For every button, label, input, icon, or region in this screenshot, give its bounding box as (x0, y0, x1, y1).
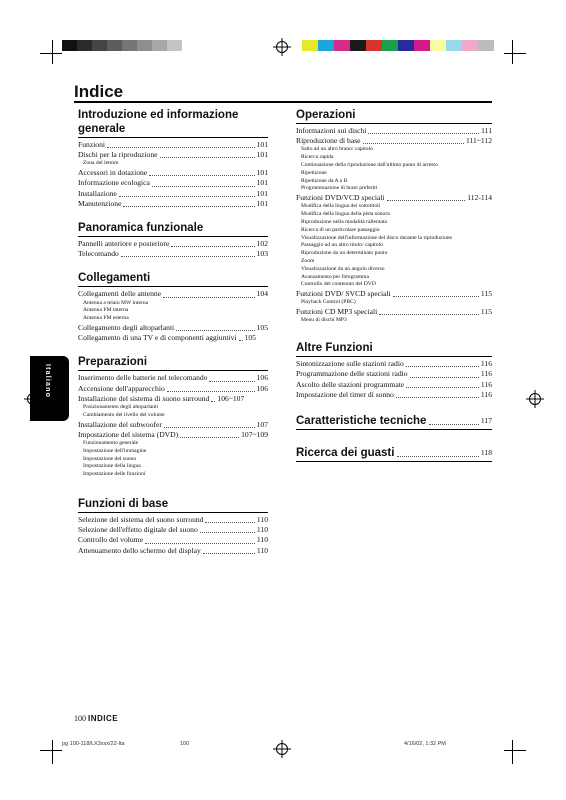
toc-entry[interactable] (296, 390, 492, 400)
toc-entry-page: 112-114 (467, 193, 492, 203)
toc-entry-title: Installazione del sistema di suono surround (78, 393, 210, 403)
section-heading: Collegamenti (78, 271, 268, 287)
toc-entry[interactable] (296, 380, 492, 390)
color-calibration-bar (302, 40, 494, 51)
toc-entry[interactable] (296, 136, 492, 146)
dot-leader (163, 297, 255, 298)
crop-mark (504, 53, 526, 54)
toc-entry-page: 107~109 (241, 429, 268, 439)
toc-entry[interactable] (78, 546, 268, 556)
toc-subentry[interactable]: Avanzamento per fotogramma (301, 273, 369, 280)
calibration-swatch (302, 40, 318, 51)
toc-entry[interactable] (296, 193, 492, 203)
toc-entry-title: Installazione (78, 188, 117, 198)
dot-leader (171, 246, 254, 247)
toc-entry[interactable] (78, 384, 268, 394)
language-tab (30, 356, 69, 421)
dot-leader (160, 157, 255, 158)
calibration-swatch (77, 40, 92, 51)
toc-entry-page: 118 (480, 447, 492, 457)
toc-entry-page: 116 (480, 359, 492, 369)
toc-entry-page: 115 (480, 307, 492, 317)
toc-entry[interactable] (296, 359, 492, 369)
dot-leader (180, 437, 239, 438)
toc-entry-title: Riproduzione di base (296, 136, 361, 146)
toc-entry[interactable] (78, 515, 268, 525)
crop-mark (512, 740, 513, 764)
toc-entry[interactable] (78, 333, 268, 343)
calibration-swatch (152, 40, 167, 51)
toc-entry-title: Informazioni sui dischi (296, 126, 367, 135)
toc-entry-page: 116 (480, 369, 492, 379)
toc-subentry[interactable]: Controllo del contenuto del DVD (301, 281, 376, 288)
toc-entry-title: Funzioni DVD/ SVCD speciali (296, 289, 391, 299)
toc-entry-title: Selezione dell'effetto digitale del suono (78, 525, 198, 535)
calibration-swatch (167, 40, 182, 51)
toc-entry-title: Dischi per la riproduzione (78, 150, 158, 160)
toc-entry-page: 104 (256, 289, 268, 299)
toc-entry-title: Sintonizzazione sulle stazioni radio (296, 359, 404, 369)
toc-entry-title: Accessori in dotazione (78, 168, 148, 178)
section-heading: Funzioni di base (78, 497, 268, 513)
toc-entry-page: 111 (481, 126, 492, 135)
toc-subentry[interactable]: Impostazione delle funzioni (83, 471, 146, 478)
section-heading: Altre Funzioni (296, 341, 492, 357)
dot-leader (205, 522, 254, 523)
toc-entry-title: Funzioni (78, 140, 106, 149)
section-heading-line: generale (78, 123, 126, 135)
toc-subentry[interactable]: Antenna FM esterna (83, 315, 129, 322)
toc-entry[interactable] (78, 199, 268, 209)
section-heading: Panoramica funzionale (78, 221, 268, 237)
toc-entry-page: 110 (256, 525, 268, 535)
section-heading: Operazioni (296, 108, 492, 124)
toc-subentry[interactable]: Funzionamento generale (83, 440, 139, 447)
calibration-swatch (334, 40, 350, 51)
registration-mark-icon (526, 390, 544, 408)
toc-entry-page: 116 (480, 379, 492, 389)
toc-entry-page: 105 (256, 323, 268, 333)
crop-mark (504, 750, 526, 751)
toc-subentry[interactable]: Impostazione della lingua (83, 463, 141, 470)
toc-entry-title: Funzioni CD MP3 speciali (296, 307, 378, 317)
toc-entry-page: 101 (256, 140, 268, 149)
toc-subentry[interactable]: Riproduzione da un determinato punto (301, 250, 388, 257)
calibration-swatch (92, 40, 107, 51)
toc-subentry[interactable]: Passaggio ad un altro titolo/ capitolo (301, 242, 383, 249)
slug-page: 100 (180, 741, 190, 747)
toc-entry-title: Accensione dell'apparecchio (78, 383, 165, 393)
calibration-swatch (414, 40, 430, 51)
toc-entry-title: Attenuamento dello schermo del display (78, 545, 201, 555)
dot-leader (396, 397, 479, 398)
toc-entry-title: Pannelli anteriore e posteriore (78, 239, 170, 249)
toc-section-entry[interactable] (296, 414, 492, 430)
dot-leader (167, 391, 255, 392)
calibration-swatch (350, 40, 366, 51)
dot-leader (410, 377, 479, 378)
toc-entry-page: 106 (256, 373, 268, 383)
title-rule (74, 101, 492, 103)
dot-leader (123, 206, 254, 207)
dot-leader (209, 381, 254, 382)
toc-entry[interactable] (78, 289, 268, 299)
toc-entry-page: 115 (480, 289, 492, 299)
dot-leader (406, 387, 479, 388)
grayscale-calibration-bar (62, 40, 182, 51)
toc-left-column (78, 108, 268, 556)
toc-entry[interactable] (78, 525, 268, 535)
calibration-swatch (478, 40, 494, 51)
page-footer (74, 714, 118, 723)
toc-subentry[interactable]: Posizionamento degli altoparlanti (83, 404, 159, 411)
toc-entry-title: Collegamento degli altoparlanti (78, 323, 175, 333)
toc-subentry[interactable]: Riproduzione nella modalità rallentata (301, 218, 387, 225)
toc-entry-title: Collegamento di una TV e di componenti aggiuntivi (78, 333, 237, 343)
footer-section-label: INDICE (88, 714, 119, 723)
calibration-swatch (398, 40, 414, 51)
toc-subentry[interactable]: Antenna a telaio MW interna (83, 299, 149, 306)
toc-entry-title: Ascolto delle stazioni programmate (296, 379, 405, 389)
toc-entry[interactable] (296, 369, 492, 379)
toc-subentry[interactable]: Antenna FM interna (83, 307, 129, 314)
toc-entry-title: Impostazione del timer di sonno (296, 389, 394, 399)
toc-entry-title: Installazione del subwoofer (78, 419, 162, 429)
toc-entry-title: Collegamenti delle antenne (78, 289, 162, 299)
calibration-swatch (122, 40, 137, 51)
dot-leader (149, 175, 254, 176)
section-heading-line: Introduzione ed informazione (78, 109, 239, 121)
registration-mark-icon (273, 740, 291, 758)
calibration-swatch (318, 40, 334, 51)
toc-subentry[interactable]: Ripetizione (301, 169, 327, 176)
calibration-swatch (430, 40, 446, 51)
toc-subentry[interactable]: Zona del lettore (83, 160, 119, 167)
crop-mark (52, 740, 53, 764)
dot-leader (145, 543, 255, 544)
crop-mark (52, 40, 53, 64)
toc-entry-page: 111~112 (465, 136, 492, 146)
toc-subentry[interactable]: Ricerca rapida (301, 154, 334, 161)
toc-entry-page: 107 (256, 419, 268, 429)
calibration-swatch (366, 40, 382, 51)
dot-leader (397, 456, 478, 457)
toc-subentry[interactable]: Visualizzazione da un angolo diverso (301, 265, 385, 272)
calibration-swatch (462, 40, 478, 51)
toc-subentry[interactable]: Modifica della lingua dei sottotitoli (301, 203, 381, 210)
toc-entry[interactable] (78, 373, 268, 383)
dot-leader (121, 256, 255, 257)
toc-entry-page: 110 (256, 535, 268, 545)
toc-entry[interactable] (296, 307, 492, 317)
toc-entry-title: Programmazione delle stazioni radio (296, 369, 408, 379)
toc-entry[interactable] (296, 126, 492, 136)
toc-entry-page: 116 (480, 389, 492, 399)
calibration-swatch (107, 40, 122, 51)
section-heading: Ricerca dei guasti (296, 446, 395, 459)
toc-entry-page: 101 (256, 150, 268, 160)
language-tab-label: Italiano (44, 364, 51, 399)
toc-entry-page: 103 (256, 249, 268, 259)
toc-subentry[interactable]: Modifica della lingua della pista sonora (301, 211, 390, 218)
registration-mark-icon (273, 38, 291, 56)
crop-mark (40, 53, 62, 54)
section-heading: Preparazioni (78, 355, 268, 371)
toc-entry[interactable] (78, 178, 268, 188)
toc-subentry[interactable]: Ricerca di un particolare passaggio (301, 226, 380, 233)
toc-entry[interactable] (78, 140, 268, 150)
toc-entry-title: Informazione ecologica (78, 178, 150, 188)
toc-entry-title: Selezione del sistema del suono surround (78, 515, 204, 525)
toc-entry[interactable] (296, 289, 492, 299)
page-title: Indice (74, 82, 124, 101)
toc-entry[interactable] (78, 394, 268, 404)
crop-mark (512, 40, 513, 64)
dot-leader (119, 196, 255, 197)
toc-entry-page: 106 (256, 383, 268, 393)
toc-right-column (296, 108, 492, 462)
toc-entry[interactable] (78, 168, 268, 178)
toc-subentry[interactable]: Programmazione di brani preferiti (301, 185, 378, 192)
dot-leader (164, 427, 255, 428)
toc-entry-page: 101 (256, 198, 268, 208)
dot-leader (152, 186, 255, 187)
toc-entry-page: 106~107 (217, 393, 245, 403)
toc-entry-page: 101 (256, 168, 268, 178)
dot-leader (211, 401, 215, 402)
toc-subentry[interactable]: Continuazione della riproduzione dall'ultimo punto di arresto (301, 162, 438, 168)
dot-leader (200, 532, 255, 533)
calibration-swatch (137, 40, 152, 51)
toc-entry[interactable] (78, 430, 268, 440)
footer-page-number: 100 (74, 714, 86, 723)
toc-entry[interactable] (78, 150, 268, 160)
toc-entry[interactable] (78, 249, 268, 259)
section-heading (78, 108, 268, 138)
toc-entry-page: 102 (256, 239, 268, 249)
toc-subentry[interactable]: Visualizzazione dell'informazione del disco durante la riproduzione (301, 234, 453, 241)
dot-leader (176, 330, 254, 331)
dot-leader (239, 340, 243, 341)
toc-entry-title: Inserimento delle batterie nel telecomando (78, 373, 208, 383)
dot-leader (387, 200, 466, 201)
toc-subentry[interactable]: Menu di dischi MP3 (301, 317, 347, 324)
toc-subentry[interactable]: Impostazione dell'immagine (83, 447, 147, 454)
toc-subentry[interactable]: Zoom (301, 257, 315, 264)
toc-entry[interactable] (78, 239, 268, 249)
dot-leader (379, 314, 479, 315)
dot-leader (203, 553, 255, 554)
dot-leader (406, 366, 479, 367)
toc-entry-title: Impostazione del sistema (DVD) (78, 429, 179, 439)
dot-leader (363, 143, 464, 144)
toc-entry[interactable] (78, 420, 268, 430)
toc-subentry[interactable]: Salto ad un altro brano/ capitolo (301, 146, 373, 153)
toc-entry-page: 110 (256, 515, 268, 525)
toc-entry-title: Controllo del volume (78, 535, 143, 545)
calibration-swatch (62, 40, 77, 51)
dot-leader (107, 147, 255, 148)
toc-entry-page: 110 (256, 545, 268, 555)
calibration-swatch (382, 40, 398, 51)
slug-file: pg 100-118/LX3xxx/22-Ita (62, 741, 125, 747)
section-heading: Caratteristiche tecniche (296, 414, 427, 427)
dot-leader (368, 133, 479, 134)
toc-entry-page: 117 (480, 415, 492, 425)
toc-subentry[interactable]: Impostazione del suono (83, 455, 137, 462)
toc-entry-title: Telecomando (78, 249, 119, 259)
calibration-swatch (446, 40, 462, 51)
toc-entry-page: 105 (244, 333, 256, 343)
toc-entry[interactable] (78, 535, 268, 545)
toc-entry-title: Funzioni DVD/VCD speciali (296, 193, 385, 203)
slug-date: 4/16/02, 1:32 PM (404, 741, 446, 747)
toc-entry-page: 101 (256, 188, 268, 198)
toc-subentry[interactable]: Cambiamento del livello del volume (83, 411, 165, 418)
toc-entry[interactable] (78, 189, 268, 199)
toc-section-entry[interactable] (296, 446, 492, 462)
toc-subentry[interactable]: Playback Control (PBC) (301, 299, 356, 306)
toc-subentry[interactable]: Ripetizione da A a B (301, 177, 348, 184)
toc-entry[interactable] (78, 323, 268, 333)
dot-leader (429, 424, 479, 425)
crop-mark (40, 750, 62, 751)
toc-entry-title: Manutenzione (78, 198, 122, 208)
toc-entry-page: 101 (256, 178, 268, 188)
dot-leader (393, 296, 479, 297)
